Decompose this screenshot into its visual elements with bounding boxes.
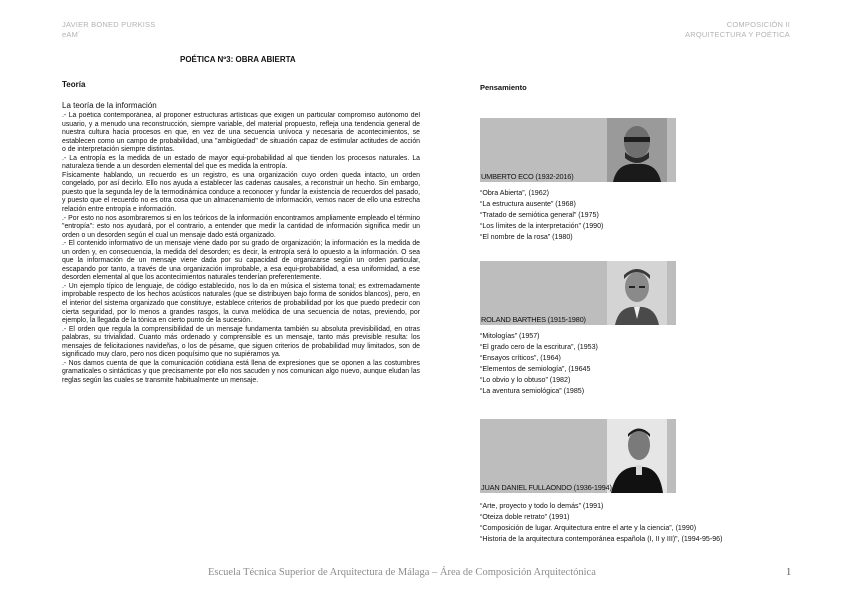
author-banner <box>480 419 676 493</box>
portrait-photo-fullaondo <box>607 419 667 493</box>
theory-paragraph: .- Por esto no nos asombraremos si en los teóricos de la información encontramos ampliamente empleado el término "entropía": esto nos ayudará, por el contrario, a entender que medir la cantidad de información significa medir un orden o un desorden según el cual un mensaje dado está organizado. <box>62 214 420 239</box>
author-banner <box>480 261 676 325</box>
theory-body <box>62 112 420 554</box>
author-name: ROLAND BARTHES (1915-1980) <box>481 315 586 324</box>
header-right <box>685 20 790 40</box>
author-card-fullaondo <box>480 419 723 545</box>
theory-paragraph: Físicamente hablando, un recuerdo es un registro, es una organización cuyo orden queda intacto, un orden congelado, por así decirlo. Ello nos ayuda a establecer las cadenas causales, a reconstruir un hecho. Sin embargo, puesto que la segunda ley de la termodinámica conduce a reconocer y fundar la existencia de recuerdos del pasado, y puesto que el recuerdo no es otra cosa que un almacenamiento de información, vemos nacer de ello una estrecha relación entre entropía e información. <box>62 171 420 214</box>
work-item: “El nombre de la rosa” (1980) <box>480 232 573 241</box>
works-list <box>480 188 676 243</box>
work-item: “Ensayos críticos”, (1964) <box>480 353 561 362</box>
footer-text: Escuela Técnica Superior de Arquitectura de Málaga – Área de Composición Arquitectónica <box>208 567 596 578</box>
theory-paragraph: .- Nos damos cuenta de que la comunicación cotidiana está llena de expresiones que se oponen a las costumbres gramaticales o sintácticas y que precisamente por ello nos sacuden y nos comunican algo nuevo, aunque eludan las reglas según las cuales se transmite habitualmente un mensaje. <box>62 359 420 384</box>
document-title: POÉTICA Nº3: OBRA ABIERTA <box>180 55 296 64</box>
author-name: UMBERTO ECO (1932-2016) <box>481 172 574 181</box>
work-item: “Historia de la arquitectura contemporánea española (I, II y III)”, (1994-95-96) <box>480 534 723 543</box>
author-name-header: JAVIER BONED PURKISS <box>62 20 156 29</box>
work-item: “Elementos de semiología”, (19645 <box>480 364 591 373</box>
course-name: COMPOSICIÓN II <box>726 20 790 29</box>
theory-heading: Teoría <box>62 80 86 89</box>
work-item: “Tratado de semiótica general” (1975) <box>480 210 599 219</box>
work-item: “Lo obvio y lo obtuso” (1982) <box>480 375 571 384</box>
work-item: “El grado cero de la escritura”, (1953) <box>480 342 598 351</box>
author-card-eco <box>480 118 676 243</box>
works-list <box>480 331 676 396</box>
author-name: JUAN DANIEL FULLAONDO (1936-1994) <box>481 483 612 492</box>
works-list <box>480 501 723 545</box>
theory-paragraph: .- Un ejemplo típico de lenguaje, de código establecido, nos lo da en música el sistema tonal; es extremadamente improbable respecto de los hechos acústicos naturales (que se distribuyen bajo forma de sonidos blancos), pero, en el interior del sistema organizado que constituye, establece criterios de probabilidad por los que puedo predecir con cierta seguridad, por lo menos a grandes rasgos, la curva melódica de una secuencia de notas, previendo, por ejemplo, la llegada de la tónica en cierto punto de la sucesión. <box>62 282 420 325</box>
work-item: “Obra Abierta”, (1962) <box>480 189 549 197</box>
school-abbrev: eAM´ <box>62 30 81 39</box>
theory-subheading: La teoría de la información <box>62 101 157 110</box>
portrait-photo-barthes <box>607 261 667 325</box>
theory-paragraph: .- El orden que regula la comprensibilidad de un mensaje fundamenta también su absoluta previsibilidad, en otras palabras, su trivialidad. Cuanto más ordenado y comprensible es un mensaje, tanto más previsible resulta: los mensajes de felicitaciones navideñas, o los de pésame, que siguen criterios de probabilidad muy limitados, son de significado muy claro, pero nos dicen poquísimo que no supiéramos ya. <box>62 325 420 359</box>
work-item: “Oteiza doble retrato” (1991) <box>480 512 570 521</box>
header-left <box>62 20 155 40</box>
page-number: 1 <box>786 567 792 578</box>
work-item: “Composición de lugar. Arquitectura entre el arte y la ciencia”, (1990) <box>480 523 697 532</box>
work-item: “La estructura ausente” (1968) <box>480 199 576 208</box>
theory-paragraph: .- La poética contemporánea, al proponer estructuras artísticas que exigen un particular compromiso autónomo del usuario, y a menudo una reconstrucción, siempre variable, del material propuesto, refleja una tendencia general de nuestra cultura hacia procesos en que, en vez de una secuencia unívoca y necesaria de acontecimientos, se establecen como un campo de probabilidad, una "ambigüedad" de situación capaz de estimular actitudes de acción o de interpretación siempre distintas. <box>62 112 420 154</box>
author-banner <box>480 118 676 182</box>
work-item: “Los límites de la interpretación” (1990) <box>480 221 604 230</box>
portrait-photo-eco <box>607 118 667 182</box>
thought-heading: Pensamiento <box>480 83 527 92</box>
work-item: “La aventura semiológica” (1985) <box>480 386 585 395</box>
author-card-barthes <box>480 261 676 396</box>
work-item: “Mitologías” (1957) <box>480 332 540 340</box>
course-subtitle: ARQUITECTURA Y POÉTICA <box>685 30 790 39</box>
work-item: “Arte, proyecto y todo lo demás” (1991) <box>480 502 604 510</box>
theory-paragraph: .- La entropía es la medida de un estado de mayor equi-probabilidad al que tienden los procesos naturales. La naturaleza tiende a un desorden elemental del que es medida la entropía. <box>62 154 420 171</box>
theory-paragraph: .- El contenido informativo de un mensaje viene dado por su grado de organización; la información es la medida de un orden y, en consecuencia, la medida del desorden; es decir, la entropía será lo opuesto a la información. O sea que la información de un mensaje viene dada por su capacidad de organizarse según un orden particular, escapando por tanto, a través de una organización improbable, a esa equi-probabilidad, a esa uniformidad, a ese desorden elemental al que los acontecimientos naturales tenderían preferentemente. <box>62 240 420 282</box>
